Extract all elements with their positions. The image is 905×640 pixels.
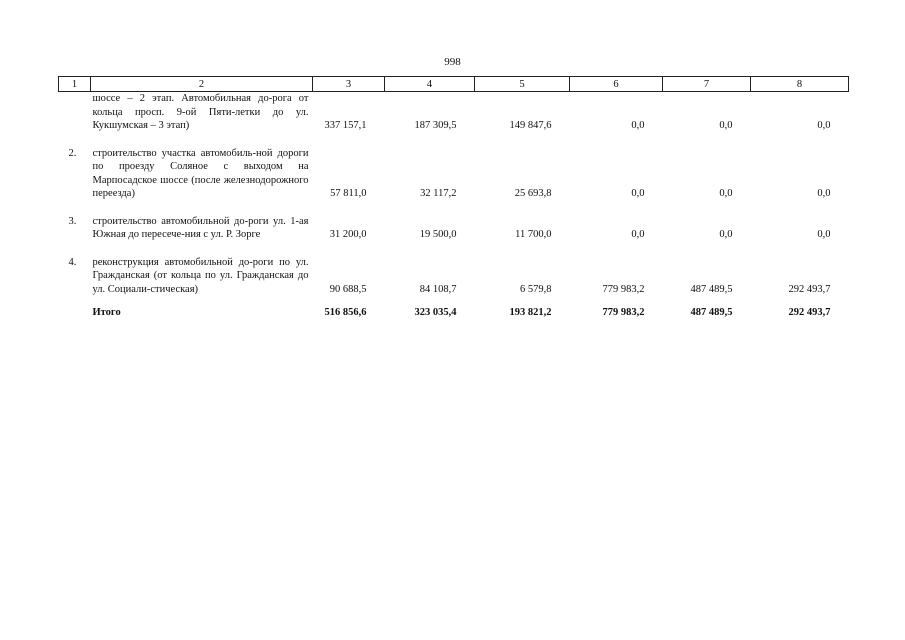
total-value-cell: 779 983,2 bbox=[602, 307, 645, 318]
column-header: 8 bbox=[751, 77, 849, 92]
column-header: 3 bbox=[313, 77, 385, 92]
total-value-cell: 323 035,4 bbox=[414, 307, 457, 318]
row-spacer bbox=[59, 242, 849, 256]
value-cell: 31 200,0 bbox=[329, 229, 367, 240]
value-cell: 0,0 bbox=[631, 120, 645, 131]
row-description: шоссе – 2 этап. Автомобильная до-рога от кольца просп. 9-ой Пяти-летки до ул. Кукшумская – 3 этап) bbox=[92, 93, 309, 131]
value-cell: 0,0 bbox=[817, 120, 831, 131]
row-number bbox=[59, 92, 91, 133]
column-header: 6 bbox=[570, 77, 663, 92]
table-body bbox=[59, 92, 849, 320]
row-number: 4. bbox=[68, 256, 77, 268]
value-cell: 779 983,2 bbox=[602, 283, 645, 295]
value-cell: 0,0 bbox=[631, 229, 645, 240]
table-row bbox=[59, 256, 849, 297]
value-cell: 90 688,5 bbox=[329, 283, 367, 295]
column-header: 2 bbox=[91, 77, 313, 92]
value-cell: 292 493,7 bbox=[788, 283, 831, 295]
budget-table bbox=[58, 76, 849, 320]
value-cell: 0,0 bbox=[817, 188, 831, 199]
row-description: строительство участка автомобиль-ной дороги по проезду Соляное с выходом на Марпосадское шоссе (после железнодорожного переезда) bbox=[92, 147, 309, 199]
page-number: 998 bbox=[444, 56, 461, 68]
column-header: 4 bbox=[385, 77, 475, 92]
total-value-cell: 292 493,7 bbox=[788, 307, 831, 318]
value-cell: 0,0 bbox=[817, 229, 831, 240]
value-cell: 25 693,8 bbox=[514, 188, 552, 199]
value-cell: 0,0 bbox=[719, 229, 733, 240]
value-cell: 149 847,6 bbox=[509, 120, 552, 131]
header-row bbox=[59, 77, 849, 92]
column-header: 7 bbox=[663, 77, 751, 92]
value-cell: 19 500,0 bbox=[419, 229, 457, 240]
table-header bbox=[59, 77, 849, 92]
table-row bbox=[59, 92, 849, 133]
total-value-cell: 193 821,2 bbox=[509, 307, 552, 318]
table-row bbox=[59, 215, 849, 242]
total-label: Итого bbox=[92, 307, 121, 318]
column-header: 5 bbox=[475, 77, 570, 92]
column-header: 1 bbox=[59, 77, 91, 92]
value-cell: 6 579,8 bbox=[520, 283, 552, 295]
value-cell: 0,0 bbox=[719, 120, 733, 131]
row-spacer bbox=[59, 201, 849, 215]
value-cell: 0,0 bbox=[631, 188, 645, 199]
row-description: строительство автомобильной до-роги ул. 1-ая Южная до пересече-ния с ул. Р. Зорге bbox=[92, 215, 309, 240]
row-number: 3. bbox=[68, 215, 77, 227]
row-spacer bbox=[59, 133, 849, 147]
total-value-cell: 487 489,5 bbox=[690, 307, 733, 318]
value-cell: 32 117,2 bbox=[420, 188, 457, 199]
value-cell: 337 157,1 bbox=[324, 120, 367, 131]
total-row bbox=[59, 306, 849, 320]
table-row bbox=[59, 147, 849, 201]
row-description: реконструкция автомобильной до-роги по ул. Гражданская (от кольца по ул. Гражданская до ул. Социали-стическая) bbox=[92, 256, 309, 295]
value-cell: 11 700,0 bbox=[515, 229, 552, 240]
row-number: 2. bbox=[68, 147, 77, 159]
value-cell: 187 309,5 bbox=[414, 120, 457, 131]
value-cell: 0,0 bbox=[719, 188, 733, 199]
value-cell: 487 489,5 bbox=[690, 283, 733, 295]
row-spacer bbox=[59, 296, 849, 306]
value-cell: 57 811,0 bbox=[330, 188, 367, 199]
value-cell: 84 108,7 bbox=[419, 283, 457, 295]
total-value-cell: 516 856,6 bbox=[324, 307, 367, 318]
